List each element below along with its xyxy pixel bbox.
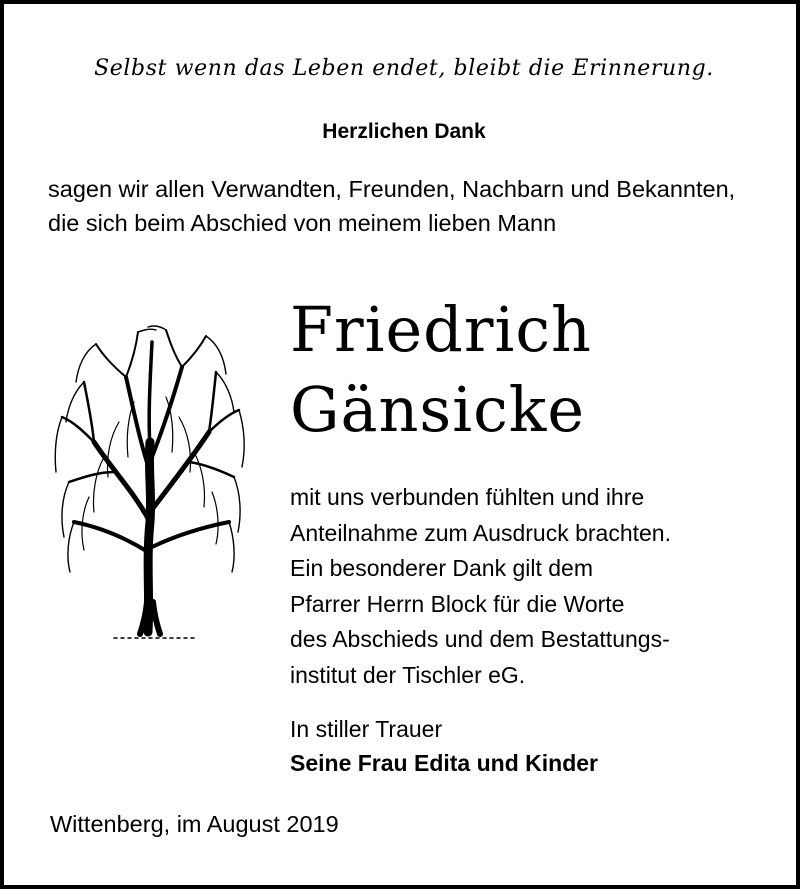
body-line: Anteilnahme zum Ausdruck brachten.	[290, 519, 671, 546]
thanks-heading: Herzlichen Dank	[322, 120, 486, 143]
mourning-line: In stiller Trauer	[290, 716, 443, 742]
deceased-last-name: Gänsicke	[290, 373, 586, 446]
body-line: mit uns verbunden fühlten und ihre	[290, 484, 645, 510]
mourning-block	[290, 712, 770, 780]
body-line: institut der Tischler eG.	[290, 661, 526, 688]
body-line: Ein besonderer Dank gilt dem	[290, 555, 593, 581]
motto-text: Selbst wenn das Leben endet, bleibt die Erinnerung.	[94, 56, 714, 81]
bare-tree-icon	[44, 322, 254, 642]
body-line: Pfarrer Herrn Block für die Worte	[290, 590, 625, 617]
deceased-name	[290, 290, 770, 450]
body-line: des Abschieds und dem Bestattungs-	[290, 626, 670, 652]
place-date: Wittenberg, im August 2019	[50, 811, 339, 837]
intro-text: sagen wir allen Verwandten, Freunden, Nachbarn und Bekannten, die sich beim Abschied von meinem lieben Mann	[48, 176, 736, 236]
family-signature: Seine Frau Edita und Kinder	[290, 750, 598, 776]
deceased-first-name: Friedrich	[290, 293, 592, 366]
thanks-body	[290, 480, 770, 693]
